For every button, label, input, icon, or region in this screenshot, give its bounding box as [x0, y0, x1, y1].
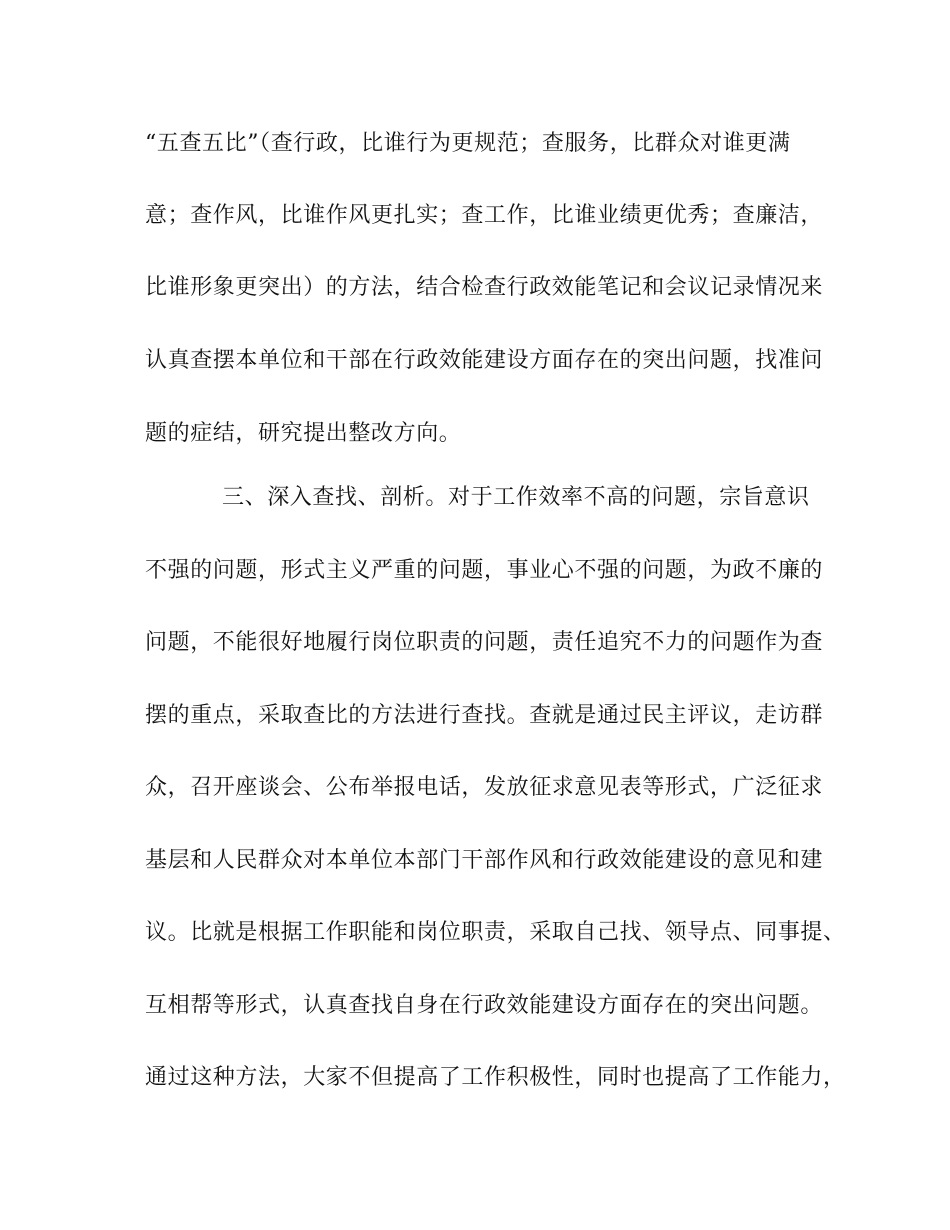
paragraph-line: 议。比就是根据工作职能和岗位职责，采取自己找、领导点、同事提、: [145, 920, 846, 945]
section-heading-line: 三、深入查找、剖析。对于工作效率不高的问题，宗旨意识: [222, 485, 810, 510]
paragraph-line: 比谁形象更突出）的方法，结合检查行政效能笔记和会议记录情况来: [145, 275, 824, 300]
paragraph-line: 通过这种方法，大家不但提高了工作积极性，同时也提高了工作能力，: [145, 1065, 846, 1090]
paragraph-line: 题的症结，研究提出整改方向。: [145, 421, 462, 446]
paragraph-line: 摆的重点，采取查比的方法进行查找。查就是通过民主评议，走访群: [145, 703, 824, 728]
paragraph-line: 基层和人民群众对本单位本部门干部作风和行政效能建设的意见和建: [145, 848, 824, 873]
paragraph-line: “五查五比”（查行政，比谁行为更规范；查服务，比群众对谁更满: [145, 131, 791, 156]
paragraph-line: 众，召开座谈会、公布举报电话，发放征求意见表等形式，广泛征求: [145, 775, 824, 800]
paragraph-line: 意；查作风，比谁作风更扎实；查工作，比谁业绩更优秀；查廉洁，: [145, 203, 824, 228]
paragraph-line: 互相帮等形式，认真查找自身在行政效能建设方面存在的突出问题。: [145, 993, 824, 1018]
paragraph-line: 认真查摆本单位和干部在行政效能建设方面存在的突出问题，找准问: [145, 348, 824, 373]
paragraph-line: 问题，不能很好地履行岗位职责的问题，责任追究不力的问题作为查: [145, 630, 824, 655]
paragraph-line: 不强的问题，形式主义严重的问题，事业心不强的问题，为政不廉的: [145, 558, 824, 583]
